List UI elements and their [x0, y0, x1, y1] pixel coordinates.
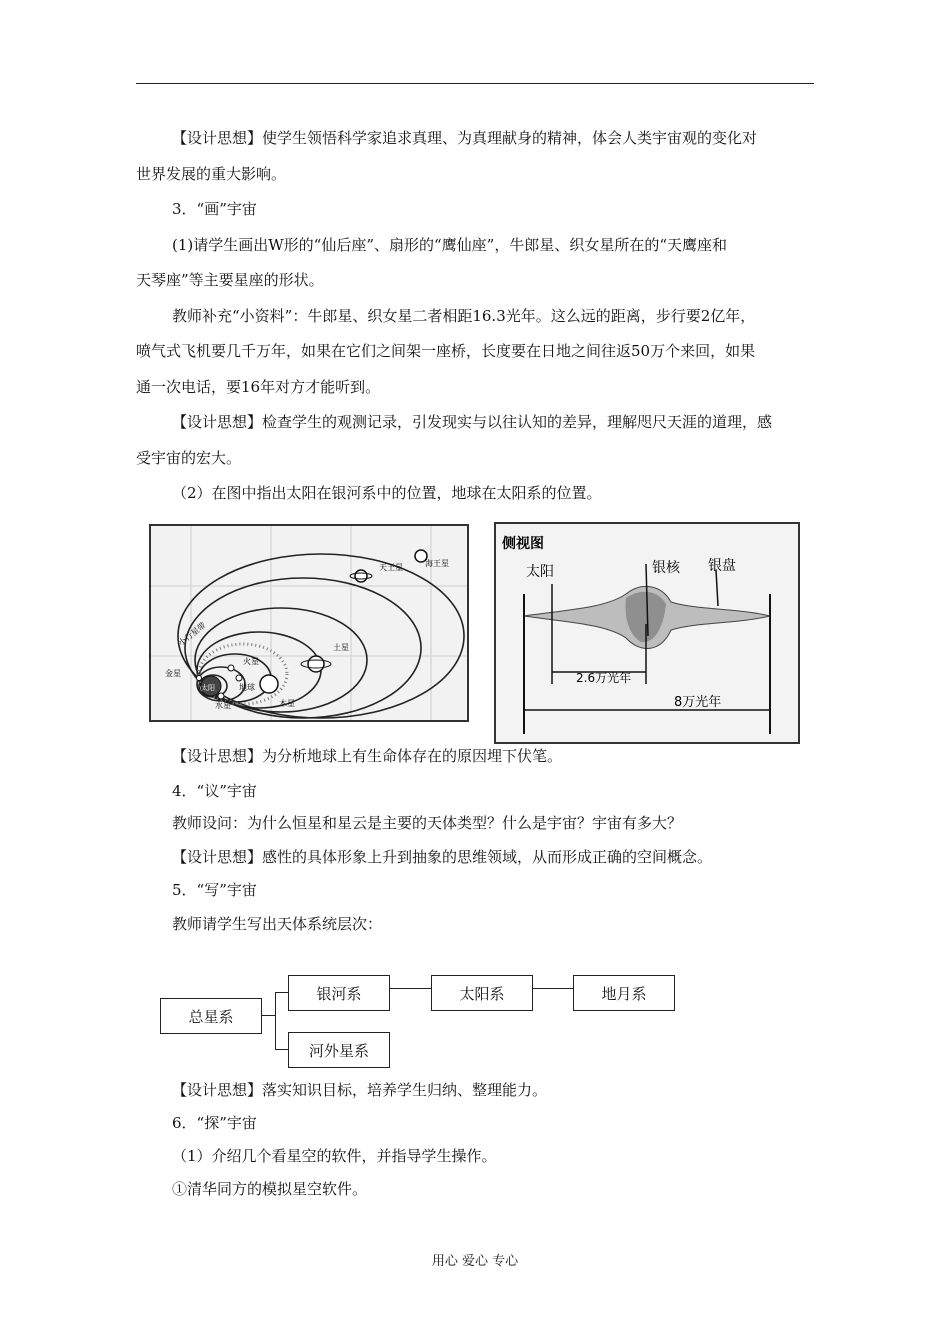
info-line2: 喷气式飞机要几千万年，如果在它们之间架一座桥，长度要在日地之间往返50万个来回，如果 — [136, 342, 756, 360]
box-earth-moon: 地月系 — [573, 975, 675, 1011]
write-instruction: 教师请学生写出天体系统层次： — [172, 915, 383, 933]
design-idea-1-line1: 【设计思想】使学生领悟科学家追求真理、为真理献身的精神，体会人类宇宙观的变化对 — [172, 129, 758, 147]
info-line1: 教师补充“小资料”：牛郎星、织女星二者相距16.3光年。这么远的距离，步行要2亿年， — [172, 307, 756, 325]
connector-milky-solar — [389, 988, 431, 989]
mars-label: 火星 — [243, 657, 259, 666]
box-milky-way: 银河系 — [288, 975, 390, 1011]
design-idea-4: 【设计思想】感性的具体形象上升到抽象的思维领域，从而形成正确的空间概念。 — [172, 848, 713, 866]
box-extragalactic: 河外星系 — [288, 1032, 390, 1068]
solar-system-figure — [149, 524, 469, 722]
task-2: （2）在图中指出太阳在银河系中的位置，地球在太阳系的位置。 — [172, 484, 602, 502]
sun-label: 太阳 — [201, 684, 215, 692]
info-line3: 通一次电话，要16年对方才能听到。 — [136, 378, 381, 396]
design-idea-1-line2: 世界发展的重大影响。 — [136, 165, 287, 183]
section-6-heading: 6．“探”宇宙 — [172, 1114, 257, 1132]
neptune-label: 海王星 — [425, 559, 449, 568]
earth-label: 地球 — [239, 683, 255, 692]
distance-8-label: 8万光年 — [674, 695, 722, 710]
box-total-galaxy: 总星系 — [160, 998, 262, 1034]
connector-solar-earthmoon — [532, 988, 573, 989]
box-solar-system: 太阳系 — [431, 975, 533, 1011]
design-idea-2-line2: 受宇宙的宏大。 — [136, 449, 242, 467]
disk-label: 银盘 — [708, 558, 736, 574]
teacher-question: 教师设问：为什么恒星和星云是主要的天体类型？什么是宇宙？宇宙有多大？ — [172, 814, 683, 832]
nucleus-label: 银核 — [652, 560, 680, 576]
side-view-title: 侧视图 — [502, 536, 544, 552]
galaxy-side-view-figure — [494, 522, 800, 744]
uranus-label: 天王星 — [379, 563, 403, 572]
asteroid-belt-label: 小行星带 — [176, 620, 208, 648]
design-idea-5: 【设计思想】落实知识目标，培养学生归纳、整理能力。 — [172, 1081, 548, 1099]
connector-vertical — [275, 992, 276, 1049]
galaxy-sun-label: 太阳 — [526, 564, 554, 580]
task-1-line1: (1)请学生画出W形的“仙后座”、扇形的“鹰仙座”，牛郎星、织女星所在的“天鹰座和 — [172, 236, 728, 254]
task-1-line2: 天琴座”等主要星座的形状。 — [136, 271, 324, 289]
header-rule — [136, 83, 814, 84]
section-3-heading: 3．“画”宇宙 — [172, 200, 257, 218]
saturn-label: 土星 — [333, 643, 349, 652]
jupiter-label: 木星 — [279, 699, 295, 708]
mercury-label: 水星 — [215, 701, 231, 710]
software-item-1: ①清华同方的模拟星空软件。 — [172, 1180, 368, 1198]
galaxy-drawing — [496, 524, 798, 742]
connector-to-milky — [275, 992, 288, 993]
distance-2-6-label: 2.6万光年 — [576, 671, 632, 685]
software-intro: （1）介绍几个看星空的软件，并指导学生操作。 — [172, 1147, 497, 1165]
section-4-heading: 4．“议”宇宙 — [172, 782, 257, 800]
page-footer: 用心 爱心 专心 — [431, 1254, 519, 1269]
connector-root — [261, 1015, 275, 1016]
venus-label: 金星 — [165, 669, 181, 678]
connector-to-other — [275, 1049, 288, 1050]
solar-system-drawing — [151, 526, 467, 720]
section-5-heading: 5．“写”宇宙 — [172, 881, 257, 899]
design-idea-2-line1: 【设计思想】检查学生的观测记录，引发现实与以往认知的差异，理解咫尺天涯的道理，感 — [172, 413, 773, 431]
design-idea-3: 【设计思想】为分析地球上有生命体存在的原因埋下伏笔。 — [172, 747, 563, 765]
